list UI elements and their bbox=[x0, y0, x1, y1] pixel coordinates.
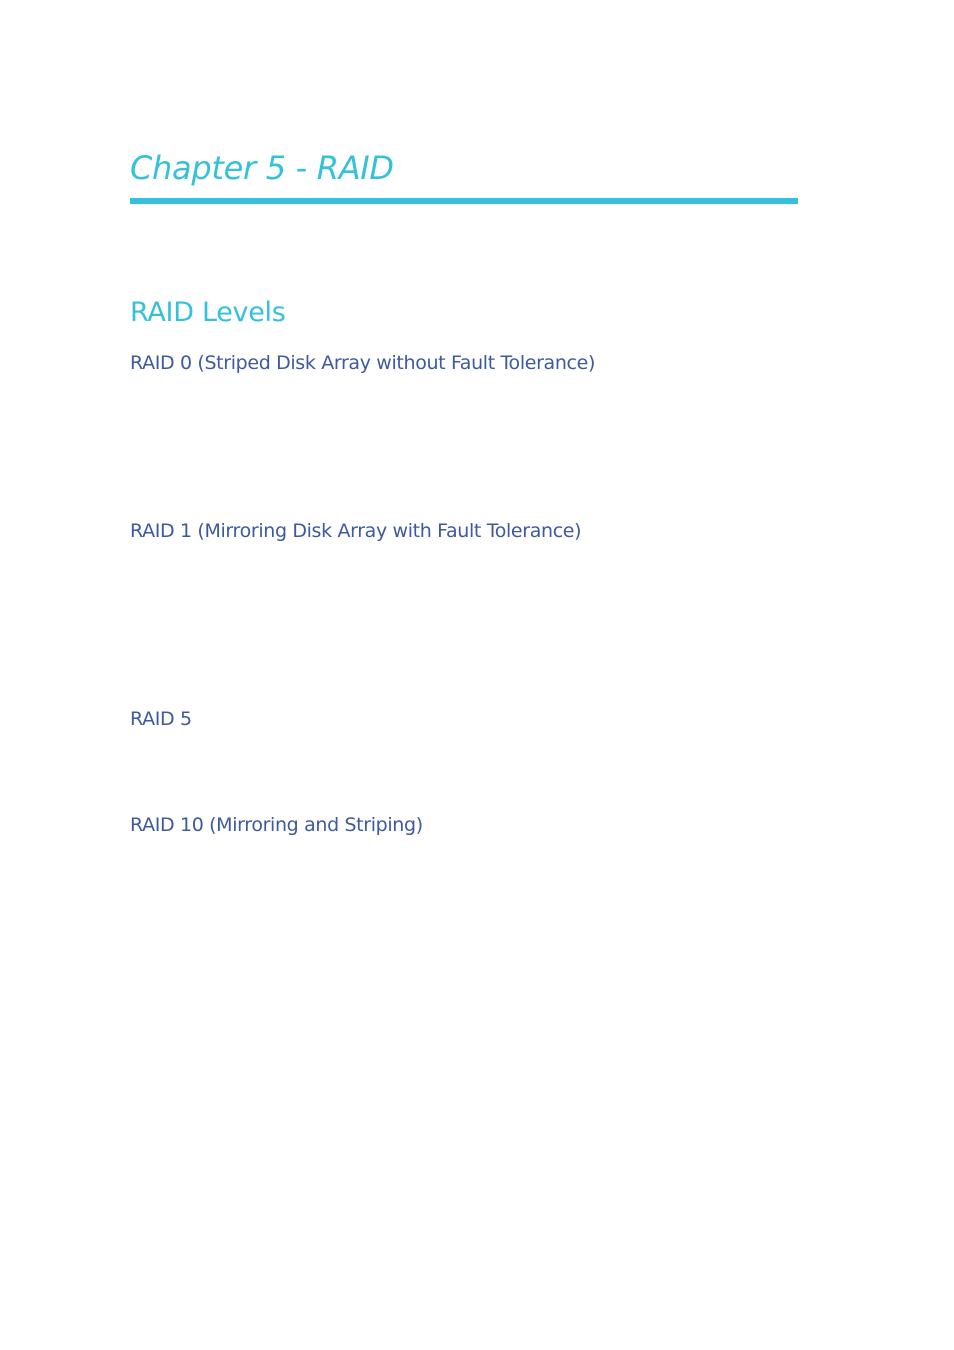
section-heading-raid-levels: RAID Levels bbox=[130, 297, 286, 328]
chapter-title-rule bbox=[130, 198, 798, 204]
subheading-raid-10: RAID 10 (Mirroring and Striping) bbox=[130, 814, 423, 836]
subheading-raid-0: RAID 0 (Striped Disk Array without Fault Tolerance) bbox=[130, 352, 596, 374]
chapter-title: Chapter 5 - RAID bbox=[130, 149, 394, 187]
subheading-raid-1: RAID 1 (Mirroring Disk Array with Fault Tolerance) bbox=[130, 520, 582, 542]
subheading-raid-5: RAID 5 bbox=[130, 708, 192, 730]
